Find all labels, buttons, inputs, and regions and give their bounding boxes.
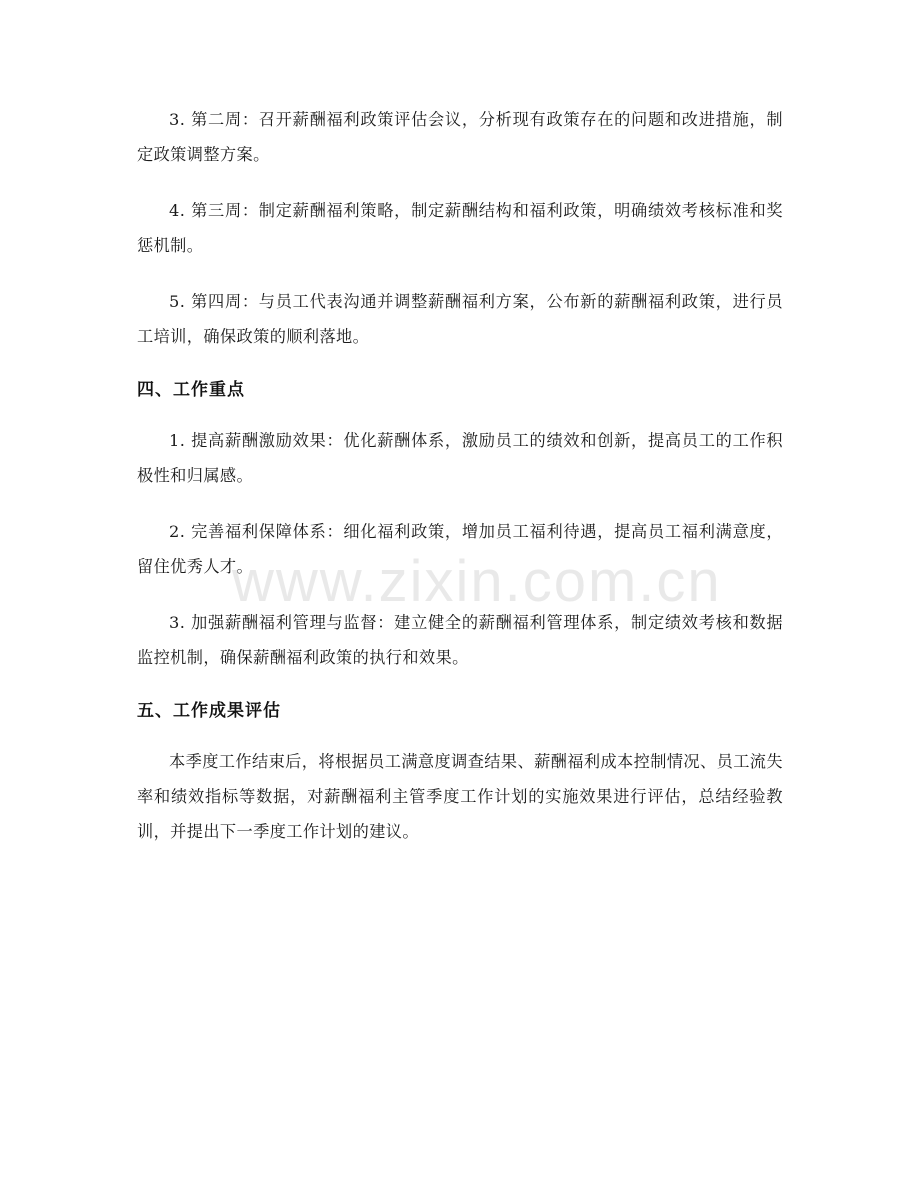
focus-item-3: 3. 加强薪酬福利管理与监督：建立健全的薪酬福利管理体系，制定绩效考核和数据监控机制，确保薪酬福利政策的执行和效果。 bbox=[137, 613, 783, 667]
focus-item-2: 2. 完善福利保障体系：细化福利政策，增加员工福利待遇，提高员工福利满意度，留住优秀人才。 bbox=[137, 522, 783, 576]
section-heading-work-focus: 四、工作重点 bbox=[137, 380, 245, 400]
focus-item-1: 1. 提高薪酬激励效果：优化薪酬体系，激励员工的绩效和创新，提高员工的工作积极性和归属感。 bbox=[137, 431, 783, 485]
watermark: www.zixin.com.cn bbox=[232, 549, 722, 614]
section-heading-results-evaluation: 五、工作成果评估 bbox=[137, 701, 281, 721]
plan-item-week-4: 5. 第四周：与员工代表沟通并调整薪酬福利方案，公布新的薪酬福利政策，进行员工培训，确保政策的顺利落地。 bbox=[137, 292, 783, 346]
plan-item-week-3: 4. 第三周：制定薪酬福利策略，制定薪酬结构和福利政策，明确绩效考核标准和奖惩机制。 bbox=[137, 201, 783, 255]
document-body bbox=[137, 102, 783, 870]
plan-item-week-2: 3. 第二周：召开薪酬福利政策评估会议，分析现有政策存在的问题和改进措施，制定政策调整方案。 bbox=[137, 110, 783, 164]
evaluation-paragraph: 本季度工作结束后，将根据员工满意度调查结果、薪酬福利成本控制情况、员工流失率和绩效指标等数据，对薪酬福利主管季度工作计划的实施效果进行评估，总结经验教训，并提出下一季度工作计划的建议。 bbox=[137, 752, 783, 841]
